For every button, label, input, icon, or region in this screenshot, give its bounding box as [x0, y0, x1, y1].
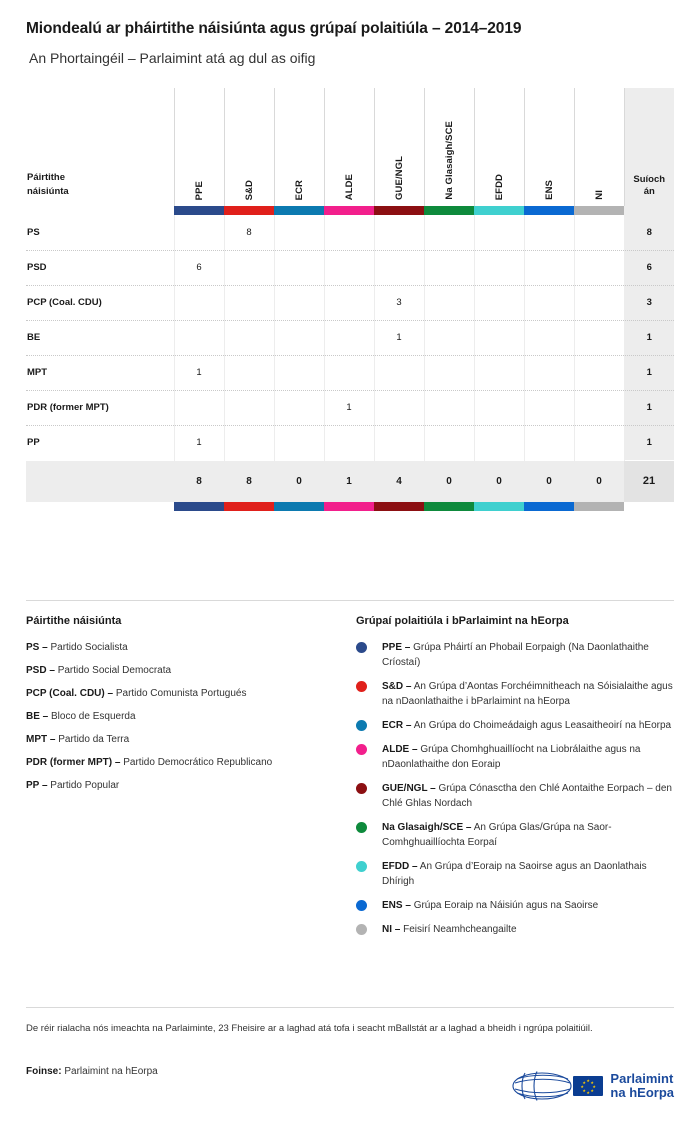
total-alde: 1	[324, 460, 374, 502]
legend-name: Grúpa Chomhghuaillíocht na Liobrálaithe agus na nDaonlathaithe don Eoraip	[382, 744, 641, 770]
cell-greens	[424, 285, 474, 320]
cell-ppe: 1	[174, 355, 224, 390]
ep-swoosh-icon	[511, 1070, 573, 1102]
cell-seats: 6	[624, 250, 674, 285]
national-parties-legend	[26, 615, 356, 946]
cell-greens	[424, 250, 474, 285]
cell-greens	[424, 390, 474, 425]
footnote: De réir rialacha nós imeachta na Parlaiminte, 23 Fheisire ar a laghad atá tofa i seacht mBallstát ar a laghad a bheidh i ngrúpa polaitiúil.	[26, 1023, 593, 1034]
cell-sd	[224, 320, 274, 355]
cell-seats: 1	[624, 390, 674, 425]
legend-item-pp	[26, 778, 356, 793]
total-seats: 21	[624, 460, 674, 502]
legend-abbr: Na Glasaigh/SCE –	[382, 822, 472, 833]
cell-ecr	[274, 250, 324, 285]
cell-guengl	[374, 215, 424, 250]
cell-sd	[224, 355, 274, 390]
row-party-name: PDR (former MPT)	[26, 390, 174, 425]
legend-item-ps	[26, 640, 356, 655]
colorbar-bottom-efdd	[474, 502, 524, 511]
colorbar-bottom-ppe	[174, 502, 224, 511]
cell-ni	[574, 215, 624, 250]
table-row	[26, 250, 674, 285]
legend-name: Bloco de Esquerda	[51, 711, 136, 722]
total-ens: 0	[524, 460, 574, 502]
legend-abbr: ENS –	[382, 900, 411, 911]
total-ecr: 0	[274, 460, 324, 502]
table-row	[26, 425, 674, 460]
cell-guengl: 3	[374, 285, 424, 320]
cell-alde	[324, 320, 374, 355]
colorbar-bottom-greens	[424, 502, 474, 511]
page-title: Miondealú ar pháirtithe náisiúnta agus grúpaí polaitiúla – 2014–2019	[26, 20, 522, 37]
party-header-line1: Páirtithe	[27, 172, 66, 183]
colorbar-ni	[574, 206, 624, 215]
total-guengl: 4	[374, 460, 424, 502]
ep-logo-line2: na hEorpa	[610, 1085, 674, 1100]
column-header-ens: ENS	[524, 88, 574, 206]
legend-item-mpt	[26, 732, 356, 747]
colorbar-bottom-ni	[574, 502, 624, 511]
table-row	[26, 320, 674, 355]
legend-abbr: MPT –	[26, 734, 56, 745]
footer-section	[26, 1007, 674, 1100]
legend-name: Partido Social Democrata	[57, 665, 172, 676]
legend-item-pdr	[26, 755, 356, 770]
column-header-ni: NI	[574, 88, 624, 206]
cell-ens	[524, 355, 574, 390]
legend-group-ni	[356, 922, 674, 937]
row-party-name: PS	[26, 215, 174, 250]
legend-name: Partido da Terra	[58, 734, 130, 745]
legend-abbr: GUE/NGL –	[382, 783, 436, 794]
cell-ecr	[274, 355, 324, 390]
colorbar-efdd	[474, 206, 524, 215]
cell-efdd	[474, 285, 524, 320]
cell-ecr	[274, 285, 324, 320]
cell-ens	[524, 320, 574, 355]
legend-section	[26, 600, 674, 946]
legend-abbr: PPE –	[382, 642, 411, 653]
cell-efdd	[474, 215, 524, 250]
legend-item-psd	[26, 663, 356, 678]
color-dot-greens	[356, 822, 367, 833]
cell-ppe	[174, 320, 224, 355]
legend-abbr: S&D –	[382, 681, 412, 692]
cell-ppe	[174, 215, 224, 250]
cell-sd	[224, 250, 274, 285]
table-row	[26, 355, 674, 390]
legend-group-ens	[356, 898, 674, 913]
cell-efdd	[474, 425, 524, 460]
table-header-row	[26, 88, 674, 206]
political-groups-legend	[356, 615, 674, 946]
breakdown-table	[26, 88, 674, 511]
row-party-name: MPT	[26, 355, 174, 390]
legend-name: Grúpa Eoraip na Náisiún agus na Saoirse	[413, 900, 599, 911]
cell-guengl	[374, 390, 424, 425]
color-dot-efdd	[356, 861, 367, 872]
seats-header-line2: án	[643, 186, 655, 197]
table-row	[26, 285, 674, 320]
legend-abbr: BE –	[26, 711, 49, 722]
legend-name: Grúpa Pháirtí an Phobail Eorpaigh (Na Daonlathaithe Críostaí)	[382, 642, 649, 668]
cell-guengl	[374, 355, 424, 390]
group-color-bar-bottom	[26, 502, 674, 511]
legend-abbr: EFDD –	[382, 861, 418, 872]
cell-guengl	[374, 425, 424, 460]
national-parties-legend-title: Páirtithe náisiúnta	[26, 615, 122, 627]
cell-alde	[324, 425, 374, 460]
column-header-seats	[624, 88, 674, 206]
cell-ecr	[274, 215, 324, 250]
cell-ppe: 6	[174, 250, 224, 285]
cell-ni	[574, 320, 624, 355]
cell-sd	[224, 425, 274, 460]
legend-abbr: PSD –	[26, 665, 55, 676]
legend-name: Grúpa Cónasctha den Chlé Aontaithe Eorpach – den Chlé Ghlas Nordach	[382, 783, 672, 809]
color-dot-ecr	[356, 720, 367, 731]
legend-group-ppe	[356, 640, 674, 670]
cell-alde	[324, 250, 374, 285]
cell-ppe: 1	[174, 425, 224, 460]
cell-sd	[224, 285, 274, 320]
colorbar-bottom-seats-spacer	[624, 502, 674, 511]
total-ni: 0	[574, 460, 624, 502]
legend-group-sd	[356, 679, 674, 709]
colorbar-bottom-alde	[324, 502, 374, 511]
cell-ens	[524, 250, 574, 285]
cell-guengl	[374, 250, 424, 285]
colorbar-ens	[524, 206, 574, 215]
cell-guengl: 1	[374, 320, 424, 355]
colorbar-guengl	[374, 206, 424, 215]
cell-alde	[324, 355, 374, 390]
legend-item-be	[26, 709, 356, 724]
legend-abbr: PDR (former MPT) –	[26, 757, 121, 768]
legend-abbr: PCP (Coal. CDU) –	[26, 688, 114, 699]
total-sd: 8	[224, 460, 274, 502]
total-ppe: 8	[174, 460, 224, 502]
column-header-alde: ALDE	[324, 88, 374, 206]
colorbar-seats-spacer	[624, 206, 674, 215]
colorbar-spacer	[26, 206, 174, 215]
source-label: Foinse:	[26, 1066, 62, 1077]
colorbar-alde	[324, 206, 374, 215]
party-header-line2: náisiúnta	[27, 186, 69, 197]
cell-greens	[424, 425, 474, 460]
colorbar-bottom-guengl	[374, 502, 424, 511]
color-dot-ni	[356, 924, 367, 935]
row-party-name: PP	[26, 425, 174, 460]
cell-ppe	[174, 285, 224, 320]
cell-ni	[574, 390, 624, 425]
color-dot-guengl	[356, 783, 367, 794]
ep-logo-line1: Parlaimint	[610, 1071, 674, 1086]
legend-abbr: PS –	[26, 642, 48, 653]
colorbar-bottom-spacer	[26, 502, 174, 511]
color-dot-alde	[356, 744, 367, 755]
legend-name: Partido Popular	[50, 780, 120, 791]
colorbar-ecr	[274, 206, 324, 215]
colorbar-bottom-ecr	[274, 502, 324, 511]
colorbar-bottom-ens	[524, 502, 574, 511]
totals-label	[26, 460, 174, 502]
legend-group-alde	[356, 742, 674, 772]
table-row	[26, 215, 674, 250]
political-groups-legend-title: Grúpaí polaitiúla i bParlaimint na hEorpa	[356, 615, 569, 627]
table-totals-row	[26, 460, 674, 502]
cell-efdd	[474, 355, 524, 390]
cell-greens	[424, 355, 474, 390]
legend-group-ecr	[356, 718, 674, 733]
legend-abbr: ALDE –	[382, 744, 418, 755]
legend-name: Partido Comunista Portugués	[115, 688, 247, 699]
ep-logo	[511, 1070, 674, 1102]
table-row	[26, 390, 674, 425]
group-color-bar-top	[26, 206, 674, 215]
cell-greens	[424, 215, 474, 250]
legend-name: An Grúpa Glas/Grúpa na Saor-Comhghuaillíochta Eorpaí	[382, 822, 612, 848]
column-header-guengl: GUE/NGL	[374, 88, 424, 206]
cell-efdd	[474, 390, 524, 425]
color-dot-ppe	[356, 642, 367, 653]
cell-seats: 1	[624, 320, 674, 355]
cell-ecr	[274, 390, 324, 425]
legend-group-efdd	[356, 859, 674, 889]
column-header-sd: S&D	[224, 88, 274, 206]
row-party-name: PCP (Coal. CDU)	[26, 285, 174, 320]
cell-alde: 1	[324, 390, 374, 425]
legend-name: Partido Socialista	[50, 642, 128, 653]
legend-name: An Grúpa do Choimeádaigh agus Leasaitheoirí na hEorpa	[413, 720, 672, 731]
column-header-greens: Na Glasaigh/SCE	[424, 88, 474, 206]
cell-greens	[424, 320, 474, 355]
legend-abbr: ECR –	[382, 720, 412, 731]
legend-group-guengl	[356, 781, 674, 811]
column-header-ecr: ECR	[274, 88, 324, 206]
cell-seats: 1	[624, 355, 674, 390]
cell-seats: 1	[624, 425, 674, 460]
legend-group-greens	[356, 820, 674, 850]
cell-sd: 8	[224, 215, 274, 250]
cell-seats: 3	[624, 285, 674, 320]
cell-alde	[324, 285, 374, 320]
legend-name: An Grúpa d’Aontas Forchéimnitheach na Sóisialaithe agus na nDaonlathaithe i bParlaimint na hEorpa	[382, 681, 673, 707]
cell-ni	[574, 285, 624, 320]
color-dot-ens	[356, 900, 367, 911]
seats-header-line1: Suíoch	[633, 174, 666, 185]
cell-efdd	[474, 320, 524, 355]
page-subtitle: An Phortaingéil – Parlaimint atá ag dul as oifig	[29, 50, 316, 66]
colorbar-greens	[424, 206, 474, 215]
eu-flag-icon: ★ ★ ★ ★ ★ ★ ★ ★	[573, 1076, 603, 1096]
cell-ecr	[274, 425, 324, 460]
column-header-efdd: EFDD	[474, 88, 524, 206]
cell-ens	[524, 390, 574, 425]
row-party-name: PSD	[26, 250, 174, 285]
legend-abbr: NI –	[382, 924, 401, 935]
cell-ens	[524, 215, 574, 250]
row-party-name: BE	[26, 320, 174, 355]
cell-alde	[324, 215, 374, 250]
color-dot-sd	[356, 681, 367, 692]
cell-efdd	[474, 250, 524, 285]
legend-item-pcp	[26, 686, 356, 701]
ep-logo-text	[603, 1072, 674, 1100]
legend-name: Feisirí Neamhcheangailte	[403, 924, 517, 935]
colorbar-bottom-sd	[224, 502, 274, 511]
party-column-header	[26, 88, 174, 206]
total-efdd: 0	[474, 460, 524, 502]
cell-sd	[224, 390, 274, 425]
cell-seats: 8	[624, 215, 674, 250]
colorbar-ppe	[174, 206, 224, 215]
cell-ens	[524, 285, 574, 320]
cell-ppe	[174, 390, 224, 425]
cell-ni	[574, 425, 624, 460]
total-greens: 0	[424, 460, 474, 502]
legend-abbr: PP –	[26, 780, 48, 791]
legend-name: An Grúpa d’Eoraip na Saoirse agus an Daonlathais Dhírigh	[382, 861, 647, 887]
cell-ens	[524, 425, 574, 460]
column-header-ppe: PPE	[174, 88, 224, 206]
colorbar-sd	[224, 206, 274, 215]
cell-ecr	[274, 320, 324, 355]
legend-name: Partido Democrático Republicano	[123, 757, 273, 768]
cell-ni	[574, 250, 624, 285]
cell-ni	[574, 355, 624, 390]
source-value: Parlaimint na hEorpa	[64, 1066, 158, 1077]
